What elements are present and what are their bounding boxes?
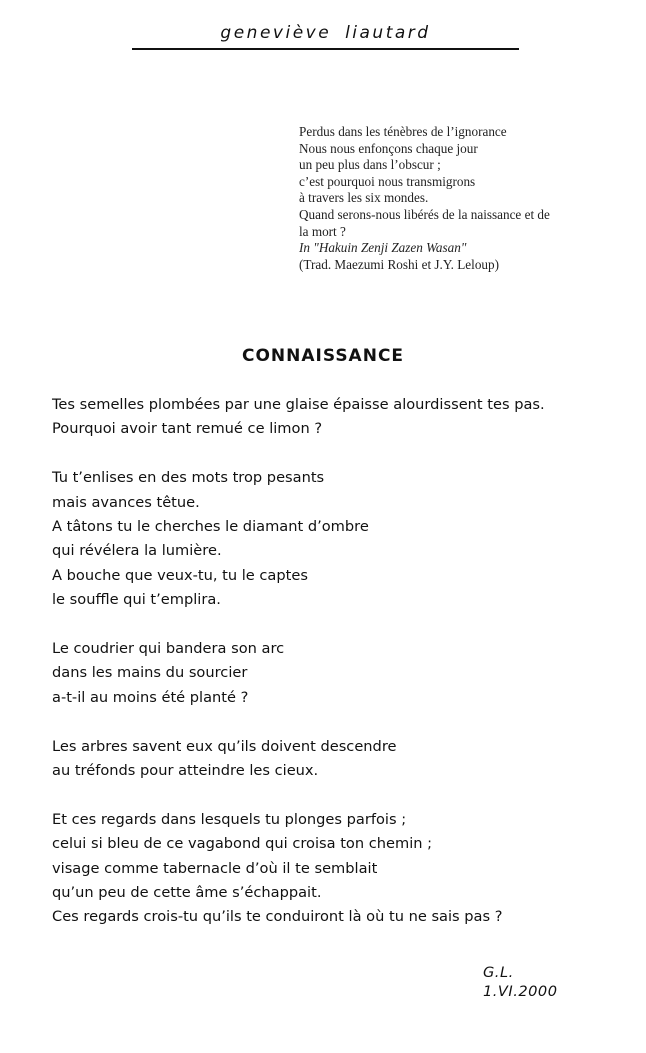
poem-stanza — [52, 637, 632, 710]
epigraph-line: Perdus dans les ténèbres de l’ignorance — [299, 124, 507, 139]
poem-line: le souffle qui t’emplira. — [52, 591, 221, 609]
epigraph-line: un peu plus dans l’obscur ; — [299, 157, 441, 173]
poem-line: Tes semelles plombées par une glaise épaisse alourdissent tes pas. — [52, 396, 545, 413]
author-name: geneviève liautard — [220, 23, 431, 43]
epigraph-line: la mort ? — [299, 223, 346, 239]
poem-stanza — [52, 735, 632, 784]
poem-line: A tâtons tu le cherches le diamant d’ombre — [52, 518, 369, 536]
poem-line: visage comme tabernacle d’où il te semblait — [52, 859, 378, 877]
epigraph-line: à travers les six mondes. — [299, 190, 429, 206]
poem-line: mais avances têtue. — [52, 493, 200, 511]
poem-stanza — [52, 808, 632, 930]
poem-line: Les arbres savent eux qu’ils doivent descendre — [52, 737, 397, 755]
epigraph-source: In "Hakuin Zenji Zazen Wasan" — [299, 240, 467, 256]
poem-line: qui révélera la lumière. — [52, 542, 222, 560]
signature-initials: G.L. — [483, 964, 514, 981]
poem-title: CONNAISSANCE — [241, 346, 405, 366]
poem-line: Tu t’enlises en des mots trop pesants — [52, 469, 325, 487]
poem-stanza — [52, 466, 632, 612]
epigraph-line: Nous nous enfonçons chaque jour — [299, 140, 478, 156]
poem-line: celui si bleu de ce vagabond qui croisa ton chemin ; — [52, 835, 433, 853]
epigraph-line: c’est pourquoi nous transmigrons — [299, 173, 476, 189]
epigraph-translation: (Trad. Maezumi Roshi et J.Y. Leloup) — [299, 256, 499, 272]
poem-line: qu’un peu de cette âme s’échappait. — [52, 884, 322, 902]
page-header — [132, 18, 519, 50]
poem-line: au tréfonds pour atteindre les cieux. — [52, 762, 319, 780]
signature — [483, 964, 558, 1001]
poem-line: Pourquoi avoir tant remué ce limon ? — [52, 420, 323, 438]
poem-line: A bouche que veux-tu, tu le captes — [52, 566, 308, 584]
signature-date: 1.VI.2000 — [483, 982, 558, 1000]
epigraph-line: Quand serons-nous libérés de la naissance et de — [299, 206, 550, 222]
poem-line: a-t-il au moins été planté ? — [52, 688, 249, 706]
poem-line: Ces regards crois-tu qu’ils te conduiront là où tu ne sais pas ? — [52, 908, 503, 926]
poem-line: Et ces regards dans lesquels tu plonges parfois ; — [52, 810, 407, 828]
poem-line: Le coudrier qui bandera son arc — [52, 640, 285, 658]
poem-line: dans les mains du sourcier — [52, 664, 248, 682]
poem-body — [52, 393, 632, 930]
epigraph — [299, 124, 599, 273]
poem-stanza — [52, 393, 632, 442]
